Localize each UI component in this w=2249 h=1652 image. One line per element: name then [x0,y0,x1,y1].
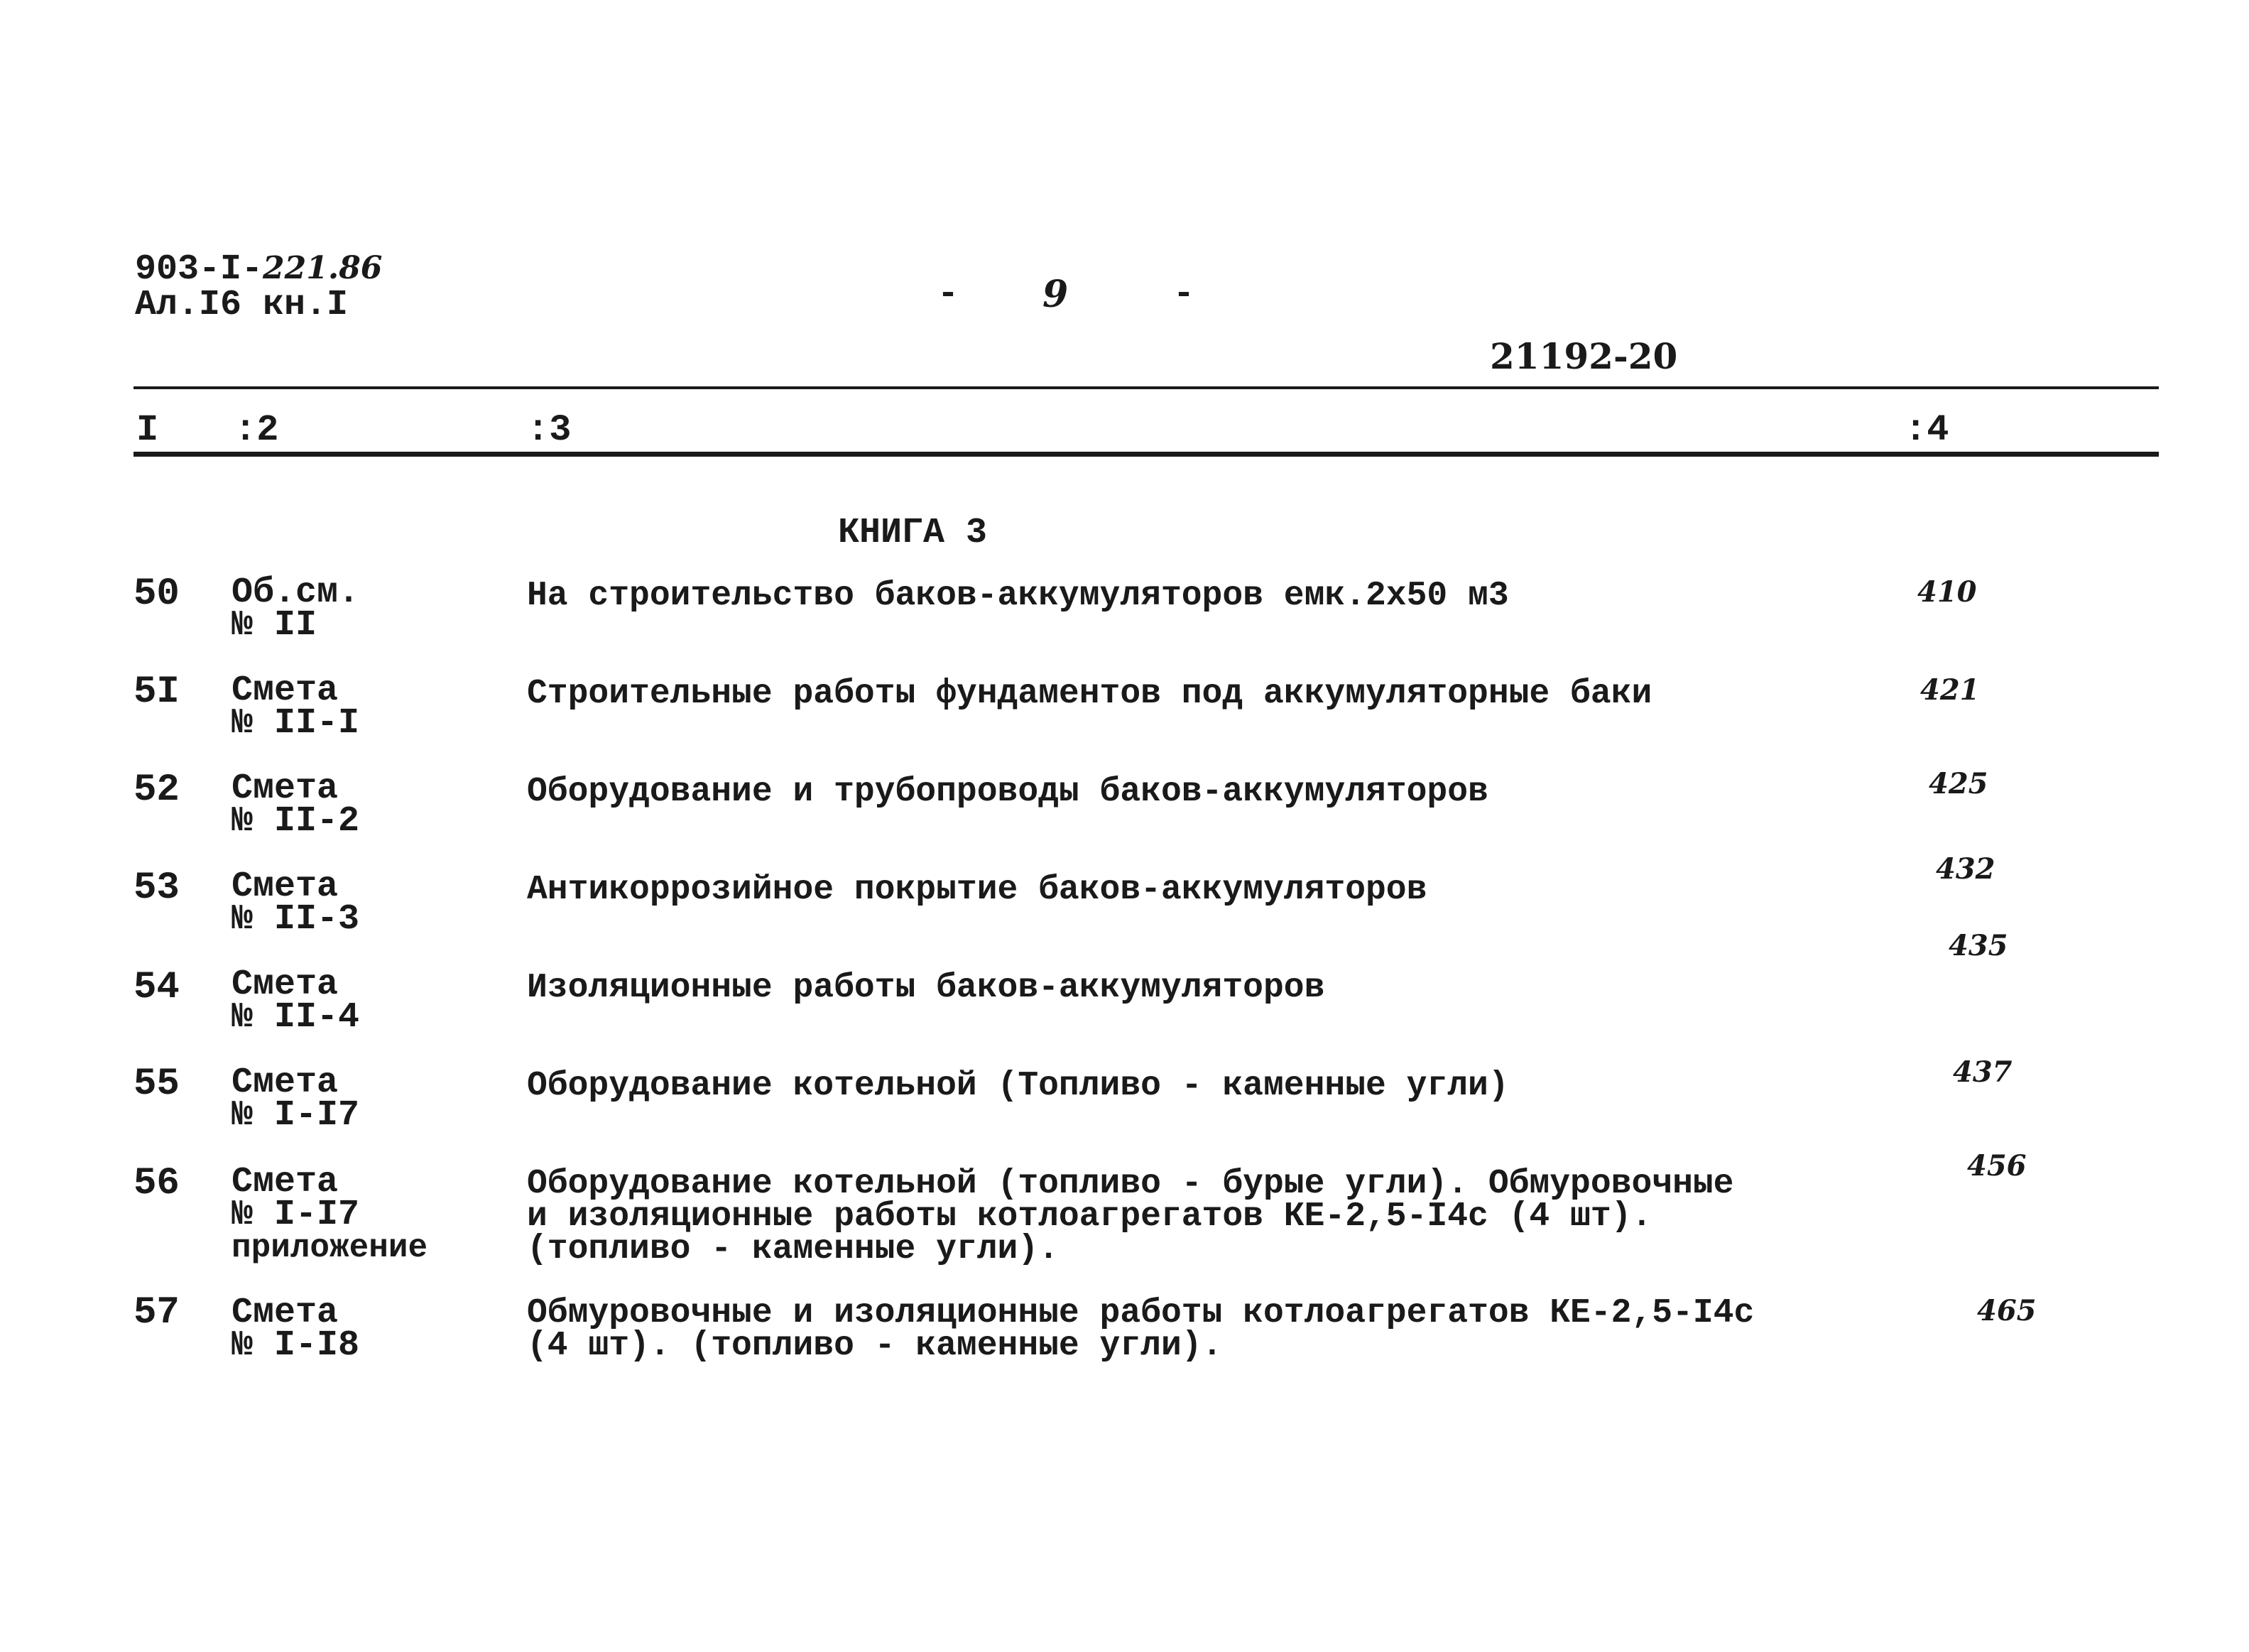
row-description-line: Оборудование и трубопроводы баков-аккумуляторов [527,773,1488,811]
row-ref: № I-I8 [232,1325,360,1366]
row-number: 56 [134,1162,180,1205]
row-description-line: Оборудование котельной (топливо - бурые угли). Обмуровочные [527,1165,1734,1203]
page-dash-left: - [937,274,959,315]
row-ref: № II-I [232,703,360,744]
row-number: 54 [134,966,180,1009]
document-code-printed: 903-I- [135,249,263,290]
row-description-line: Оборудование котельной (Топливо - каменные угли) [527,1067,1509,1105]
row-page: 465 [1977,1294,2037,1327]
row-page: 432 [1936,852,1995,886]
document-code-handwritten: 221.86 [263,250,383,286]
row-number: 55 [134,1063,180,1106]
row-ref-extra: приложение [232,1229,428,1266]
row-ref: № I-I7 [232,1095,360,1136]
row-page: 425 [1929,767,1988,800]
column-1-number: I [136,409,159,451]
row-description-line: Обмуровочные и изоляционные работы котлоагрегатов КЕ-2,5-I4с [527,1294,1755,1332]
row-page: 410 [1917,575,1977,609]
document-code [135,250,382,288]
row-ref: № II [232,605,317,646]
row-type: Смета [232,670,339,711]
row-description-line: На строительство баков-аккумуляторов емк.2х50 м3 [527,577,1509,615]
book-title: КНИГА 3 [838,513,988,553]
row-page: 435 [1949,929,2008,962]
row-page: 437 [1953,1055,2013,1089]
sheet-info: Ал.I6 кн.I [135,285,349,325]
column-2-number: :2 [234,409,279,451]
row-ref: № I-I7 [232,1195,360,1235]
row-page: 421 [1920,673,1980,707]
row-ref: № II-2 [232,801,360,842]
row-type: Смета [232,1063,339,1103]
row-number: 57 [134,1291,180,1335]
page-number: 9 [1042,273,1069,316]
row-type: Смета [232,866,339,907]
column-4-number: :4 [1905,409,1949,451]
row-ref: № II-4 [232,997,360,1038]
row-description-line: и изоляционные работы котлоагрегатов КЕ-2,5-I4с (4 шт). [527,1197,1652,1236]
row-type: Об.см. [232,572,360,613]
row-number: 50 [134,572,180,616]
row-ref: № II-3 [232,899,360,940]
top-rule [134,386,2159,389]
row-description-line: (топливо - каменные угли). [527,1230,1059,1268]
row-description-line: (4 шт). (топливо - каменные угли). [527,1327,1223,1365]
header-rule [134,452,2159,457]
row-number: 52 [134,768,180,812]
archive-number: 21192-20 [1490,335,1678,377]
column-3-number: :3 [527,409,572,451]
row-description-line: Антикоррозийное покрытие баков-аккумуляторов [527,871,1427,909]
page-dash-right: - [1173,274,1195,315]
row-number: 53 [134,866,180,910]
row-number: 5I [134,670,180,714]
row-type: Смета [232,768,339,809]
row-type: Смета [232,964,339,1005]
row-description-line: Изоляционные работы баков-аккумуляторов [527,969,1325,1007]
row-description-line: Строительные работы фундаментов под аккумуляторные баки [527,675,1652,713]
row-type: Смета [232,1293,339,1333]
row-page: 456 [1967,1149,2027,1183]
row-type: Смета [232,1162,339,1202]
